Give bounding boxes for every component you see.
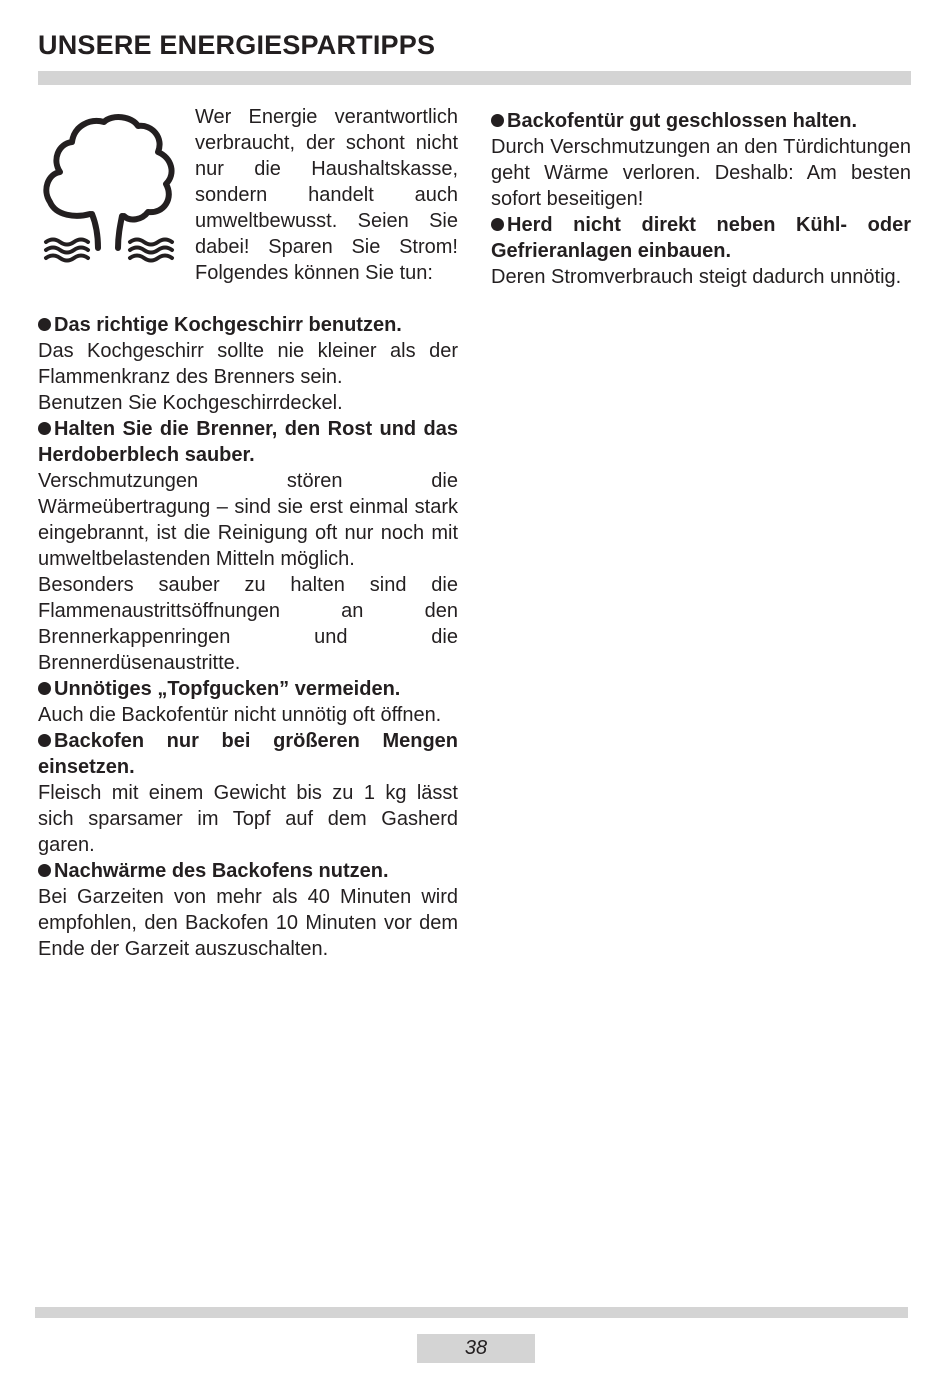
tip-heading-text: Nachwärme des Backofens nutzen. xyxy=(54,860,389,882)
tip-heading xyxy=(38,676,458,702)
intro-text: Wer Energie verantwortlich verbraucht, der schont nicht nur die Haushaltskasse, sondern handelt auch umweltbewusst. Seien Sie dabei! Sparen Sie Strom! Folgendes können Sie tun: xyxy=(195,106,458,284)
tip-heading xyxy=(491,212,911,264)
header-rule xyxy=(38,71,911,85)
tip-body xyxy=(38,702,458,728)
tip-paragraph: Durch Verschmutzungen an den Türdichtungen geht Wärme verloren. Deshalb: Am besten sofort beseitigen! xyxy=(491,136,911,210)
tip-item xyxy=(38,728,458,858)
tip-heading-text: Unnötiges „Topfgucken” vermeiden. xyxy=(54,678,401,700)
tip-item xyxy=(38,416,458,676)
tip-item xyxy=(38,312,458,416)
bullet-icon xyxy=(38,422,51,435)
tip-heading-text: Backofentür gut geschlossen halten. xyxy=(507,110,858,132)
tip-heading-text: Halten Sie die Brenner, den Rost und das Herdoberblech sauber. xyxy=(38,418,458,466)
tip-paragraph: Verschmutzungen stören die Wärmeübertragung – sind sie erst einmal stark eingebrannt, ist die Reinigung oft nur noch mit umweltbelastenden Mitteln möglich. xyxy=(38,470,458,570)
bullet-icon xyxy=(38,734,51,747)
tip-paragraph: Fleisch mit einem Gewicht bis zu 1 kg lässt sich sparsamer im Topf auf dem Gasherd garen. xyxy=(38,782,458,856)
tip-body xyxy=(491,134,911,212)
tip-paragraph: Deren Stromverbrauch steigt dadurch unnötig. xyxy=(491,266,902,288)
tip-body xyxy=(38,338,458,416)
tip-paragraph: Bei Garzeiten von mehr als 40 Minuten wird empfohlen, den Backofen 10 Minuten vor dem Ende der Garzeit auszuschalten. xyxy=(38,886,458,960)
tip-heading xyxy=(38,416,458,468)
bullet-icon xyxy=(38,682,51,695)
tip-heading-text: Herd nicht direkt neben Kühl- oder Gefrieranlagen einbauen. xyxy=(491,214,911,262)
page-title: UNSERE ENERGIESPARTIPPS xyxy=(38,30,436,60)
tip-body xyxy=(491,264,911,290)
tip-item xyxy=(38,858,458,962)
tree-with-water-icon xyxy=(38,112,183,267)
bullet-icon xyxy=(491,218,504,231)
tip-heading xyxy=(38,858,458,884)
tip-paragraph: Das Kochgeschirr sollte nie kleiner als der Flammenkranz des Brenners sein. xyxy=(38,340,458,388)
tip-heading-text: Das richtige Kochgeschirr benutzen. xyxy=(54,314,402,336)
tip-item xyxy=(491,108,911,212)
tip-paragraph: Benutzen Sie Kochgeschirrdeckel. xyxy=(38,392,343,414)
tip-item xyxy=(38,676,458,728)
tip-body xyxy=(38,884,458,962)
page-number: 38 xyxy=(417,1334,535,1363)
tip-paragraph: Besonders sauber zu halten sind die Flammenaustrittsöffnungen an den Brennerkappenringen und die Brennerdüsenaustritte. xyxy=(38,574,458,674)
footer-rule xyxy=(35,1307,908,1318)
tip-heading xyxy=(38,728,458,780)
tip-heading-text: Backofen nur bei größeren Mengen einsetzen. xyxy=(38,730,458,778)
bullet-icon xyxy=(38,864,51,877)
tip-heading xyxy=(491,108,911,134)
tip-item xyxy=(491,212,911,290)
tip-body xyxy=(38,780,458,858)
tip-paragraph: Auch die Backofentür nicht unnötig oft öffnen. xyxy=(38,704,442,726)
bullet-icon xyxy=(38,318,51,331)
tip-body xyxy=(38,468,458,676)
bullet-icon xyxy=(491,114,504,127)
left-column xyxy=(38,312,458,962)
right-column xyxy=(491,108,911,290)
tip-heading xyxy=(38,312,458,338)
